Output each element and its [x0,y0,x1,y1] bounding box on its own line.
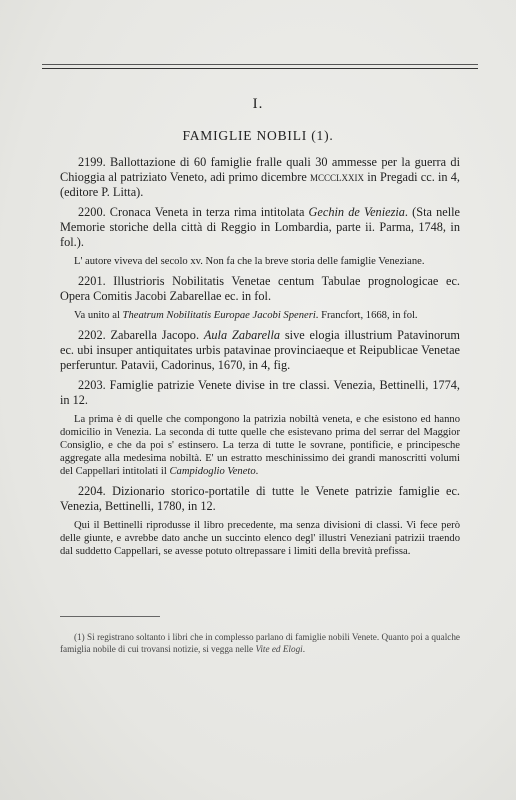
entry-note [60,413,460,478]
note-text: . [255,466,259,477]
entry-2201: 2201. Illustrioris Nobilitatis Venetae centum Tabulae prognologicae ec. Opera Comitis Jacobi Zabarellae ec. in fol. [60,274,460,303]
footnote-title-italic: Vite ed Elogi [255,644,303,655]
entry-roman-date: mccclxxix [310,170,365,184]
entries-list [60,155,460,564]
entry-title-italic: Aula Zabarella [203,328,281,342]
entry-text: 2202. Zabarella Jacopo. [78,328,204,342]
note-title-italic: Theatrum Nobilitatis Europae Jacobi Speneri [122,310,316,321]
entry-text: sive elogia illustrium Patavinorum ec. ubi insuper antiquitates urbis patavinae provinciaeque et Reipublicae Venetae perferuntur. Patavii, Cadorinus, 1670, in 4, fig. [60,328,460,372]
entry-text: 2199. Ballottazione di 60 famiglie fralle quali 30 ammesse per la guerra di Chioggia al patriziato Veneto, adi primo dicembre [60,155,460,184]
entry-2200 [60,205,460,250]
entry-2199 [60,155,460,200]
entry-2204: 2204. Dizionario storico-portatile di tutte le Venete patrizie famiglie ec. Venezia, Bettinelli, 1780, in 12. [60,484,460,513]
note-title-italic: Campidoglio Veneto [169,466,256,477]
entry-note: L' autore viveva del secolo xv. Non fa che la breve storia delle famiglie Veneziane. [74,256,425,267]
section-number: I. [252,96,264,112]
entry-note [60,309,460,322]
note-text: Va unito al [74,310,123,321]
entry-title-italic: Gechin de Veniezia [308,205,405,219]
section-title: FAMIGLIE NOBILI (1). [182,128,334,143]
footnote [60,631,460,655]
entry-text: in Pregadi cc. in 4, (editore P. Litta). [60,170,460,199]
note-text: La prima è di quelle che compongono la patrizia nobiltà veneta, e che esistono ed hanno domicilio in Venezia. La seconda di tutte quelle che esistevano prima del serrar del Maggior Consiglio, e che da poi s' estinsero. La terza di tutte le sovrane, pontificie, e principesche aggregate alla medesima nobiltà. E' un estratto meschinissimo dei grandi manoscritti volumi del Cappellari intitolati il [60,414,460,477]
footnote-text: (1) Si registrano soltanto i libri che in complesso parlano di famiglie nobili Venete. Quanto poi a qualche famiglia nobile di cui trovansi notizie, si vegga nelle [60,632,460,655]
footnote-rule [60,616,160,617]
entry-note: Qui il Bettinelli riprodusse il libro precedente, ma senza divisioni di classi. Vi fece però delle giunte, e avrebbe dato anche un succinto elenco degl' illustri Veneziani patrizii traendo dal suddetto Cappellari, se avesse potuto oltrepassare i limiti della brevità prefissa. [60,520,460,557]
footnote-text: . [302,644,306,655]
entry-text: . (Sta nelle Memorie storiche della città di Reggio in Lombardia, parte ii. Parma, 1748, in fol.). [60,205,460,249]
header-rule-thick [42,68,478,69]
note-text: . Francfort, 1668, in fol. [315,310,418,321]
entry-2202 [60,328,460,373]
header-rule-thin [42,64,478,65]
entry-2203: 2203. Famiglie patrizie Venete divise in tre classi. Venezia, Bettinelli, 1774, in 12. [60,378,460,407]
entry-text: 2200. Cronaca Veneta in terza rima intitolata [78,205,309,219]
